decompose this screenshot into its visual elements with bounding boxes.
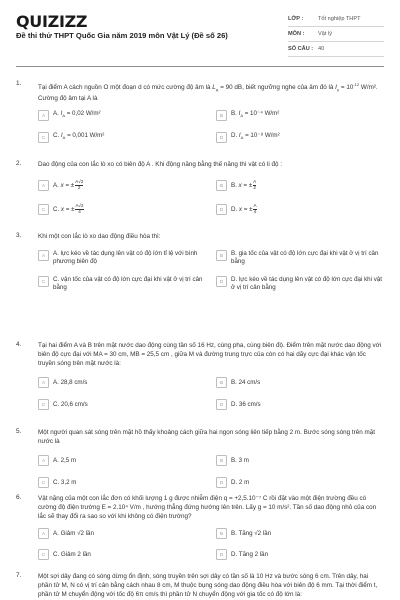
question-4 [16,341,384,408]
meta-value: Tốt nghiệp THPT [318,16,361,22]
option-text: A. lực kéo về tác dụng lên vật có độ lớn tỉ lệ với bình phương biên độ [53,250,198,265]
option-letter-box: C [38,204,49,215]
option-label: D. [231,206,239,214]
option-value: = 0,001 W/m² [67,132,105,140]
question-number: 3. [16,232,22,239]
option-text [53,204,84,215]
option-a[interactable] [38,528,94,539]
question-text: Một sợi dây đang có sóng dừng ổn định, sóng truyền trên sợi dây có tần số là 10 Hz và bước sóng 6 cm. Trên dây, hai phần tử M, N có vị trí cân bằng cách nhau 8 cm, M thuộc bụng sóng dao động điều hòa với biên độ 6 mm. Tại thời điểm t, phần tử M chuyển động với tốc độ 6π cm/s thì phần tử N chuyển động với gia tốc có độ lớn là: [38,573,378,598]
meta-label: LỚP : [288,16,304,22]
option-text: B. $I_A = 10^{-4}$ W/m² [231,110,280,119]
option-letter-box: C [38,477,49,488]
fraction [75,180,83,191]
option-text: D. lực kéo về tác dụng lên vật có độ lớn cực đại khi vật ở vị trí cân bằng [231,276,382,291]
question-2 [16,160,384,220]
option-b[interactable] [216,180,256,191]
question-text-part: W/m². Cường độ âm tại A là [38,84,378,103]
option-letter-box: D [216,132,227,143]
option-letter-box: A [38,180,49,191]
meta-value: Vật lý [318,31,332,37]
denominator: 2 [77,185,81,190]
option-text: D. Tăng 2 lần [231,550,269,558]
question-6 [16,494,384,556]
option-d[interactable] [216,477,249,488]
option-letter-box: A [38,455,49,466]
option-text: B. 24 cm/s [231,378,261,386]
option-text: C. $I_A = 0,001$ W/m² [53,132,105,141]
option-letter-box: A [38,250,49,261]
option-a[interactable] [38,455,76,466]
question-1 [16,80,384,144]
option-text: B. 3 m [231,456,249,464]
option-b[interactable] [216,528,271,539]
question-number: 7. [16,572,22,579]
numerator: A√2 [75,179,84,185]
question-text-part: = 90 dB, biết ngưỡng nghe của âm đó là [218,84,336,92]
denominator: 2 [253,185,256,190]
option-a[interactable] [38,110,101,121]
header [16,12,384,62]
option-d[interactable] [216,276,384,292]
question-number: 5. [16,428,22,435]
option-b[interactable] [216,250,384,266]
option-d[interactable] [216,399,261,410]
meta-label: SỐ CÂU : [288,46,314,52]
option-letter-box: D [216,477,227,488]
option-c[interactable] [38,276,208,292]
option-text: C. Giảm 2 lần [53,550,91,558]
option-letter-box: C [38,399,49,410]
option-letter-box: D [216,549,227,560]
option-d[interactable] [216,204,257,215]
option-value: x = ± [60,206,75,214]
option-letter-box: B [216,110,227,121]
question-3 [16,232,384,327]
option-letter-box: B [216,455,227,466]
option-c[interactable] [38,132,104,143]
question-number: 4. [16,341,22,348]
option-text: A. 28,8 cm/s [53,378,88,386]
option-letter-box: D [216,399,227,410]
question-number: 2. [16,160,22,167]
option-value: x = ± [238,182,253,190]
question-7 [16,572,384,600]
option-text [231,180,256,191]
page-title: Đề thi thử THPT Quốc Gia năm 2019 môn Vật Lý (Đề số 26) [16,31,228,40]
denominator: 4 [253,209,257,214]
option-text [53,180,83,191]
option-c[interactable] [38,549,91,560]
option-text: C. vận tốc của vật có độ lớn cực đại khi vật ở vị trí cân bằng [53,276,203,291]
option-text: A. 2,5 m [53,456,77,464]
option-value: x = ± [238,206,253,214]
option-letter-box: B [216,528,227,539]
option-text [231,204,257,215]
option-label: B. [231,110,239,118]
option-letter-box: A [38,377,49,388]
meta-row-count [288,42,384,57]
meta-row-subject [288,27,384,42]
option-b[interactable] [216,110,279,121]
option-letter-box: D [216,204,227,215]
option-a[interactable] [38,377,87,388]
question-text-part: Tại điểm A cách nguồn O một đoạn d có mức cường độ âm là [38,84,213,92]
option-letter-box: B [216,250,227,261]
option-c[interactable] [38,477,76,488]
option-text: C. 20,6 cm/s [53,400,88,408]
option-value: = 10⁻⁴ W/m² [244,110,280,118]
meta-value: 40 [318,46,325,52]
question-text: Một người quan sát sóng trên mặt hồ thấy khoảng cách giữa hai ngọn sóng liên tiếp bằng 2 m. Bước sóng sóng trên mặt nước là [38,429,376,445]
option-letter-box: B [216,180,227,191]
numerator: A√2 [75,203,84,209]
option-c[interactable] [38,399,88,410]
question-5 [16,428,384,486]
fraction [75,204,83,215]
option-label: A. [53,182,61,190]
option-d[interactable] [216,549,268,560]
option-value: = 0,02 W/m² [66,110,101,118]
option-b[interactable] [216,455,249,466]
option-letter-box: D [216,276,227,287]
option-text: D. $I_A = 10^{-8}$ W/m² [231,132,280,141]
fraction [253,204,256,215]
option-b[interactable] [216,377,260,388]
question-number: 1. [16,80,22,87]
option-label: D. [231,132,239,140]
option-text: D. 2 m [231,478,250,486]
numerator: A [253,203,257,209]
meta-table [288,12,384,57]
option-letter-box: B [216,377,227,388]
question-text: Tại điểm A cách nguồn O một đoạn d có mức cường độ âm là $L_A = 90$ dB, biết ngưỡng nghe của âm đó là $I_0 = 10^{-12}$ W/m². Cường độ âm tại A là [38,82,378,103]
question-text: Tại hai điểm A và B trên mặt nước dao động cùng tần số 16 Hz, cùng pha, cùng biên độ. Điểm trên mặt nước dao động với biên độ cực đại với MA = 30 cm, MB = 25,5 cm , giữa M và đường trung trực của còn có hai dãy cực đại khác vận tốc truyền sóng trên mặt nước là: [38,342,382,367]
quizizz-logo: QUIZIZZ [16,12,88,31]
option-text: A. Giảm √2 lần [53,529,94,537]
option-text: A. $I_A = 0,02$ W/m² [53,110,101,119]
option-letter-box: A [38,110,49,121]
option-text: D. 36 cm/s [231,400,261,408]
denominator: 4 [78,209,81,214]
fraction [253,180,256,191]
option-letter-box: C [38,276,49,287]
header-divider [16,66,384,67]
option-a[interactable] [38,250,208,266]
option-letter-box: C [38,549,49,560]
question-number: 6. [16,494,22,501]
option-label: C. [53,206,61,214]
option-value: x = ± [60,182,75,190]
option-label: A. [53,110,61,118]
option-value: = 10⁻⁸ W/m² [245,132,280,140]
question-text: Vật nặng của một con lắc đơn có khối lượng 1 g được nhiễm điện q = +2,5.10⁻⁷ C rồi đặt vào một điện trường đều có cường độ điện trường E = 2.10⁴ V/m , hướng thẳng đứng hướng lên trên. Lấy g = 10 m/s². Tần số dao động nhỏ của con lắc sẽ thay đổi ra sao so với khi không có điện trường? [38,495,377,520]
numerator: A [253,179,257,185]
question-text: Khi một con lắc lò xo dao động điều hòa thì: [38,233,161,240]
option-a[interactable] [38,180,83,191]
option-d[interactable] [216,132,280,143]
option-text: C. 3,2 m [53,478,77,486]
option-letter-box: C [38,132,49,143]
option-c[interactable] [38,204,84,215]
meta-row-class [288,12,384,27]
option-label: B. [231,182,239,190]
meta-label: MÔN : [288,31,305,37]
option-letter-box: A [38,528,49,539]
question-text: Dao động của con lắc lò xo có biên độ A . Khi động năng bằng thế năng thì vật có li độ : [38,161,283,168]
option-text: B. gia tốc của vật có độ lớn cực đại khi vật ở vị trí cân bằng [231,250,379,265]
option-text: B. Tăng √2 lần [231,529,272,537]
option-label: C. [53,132,61,140]
